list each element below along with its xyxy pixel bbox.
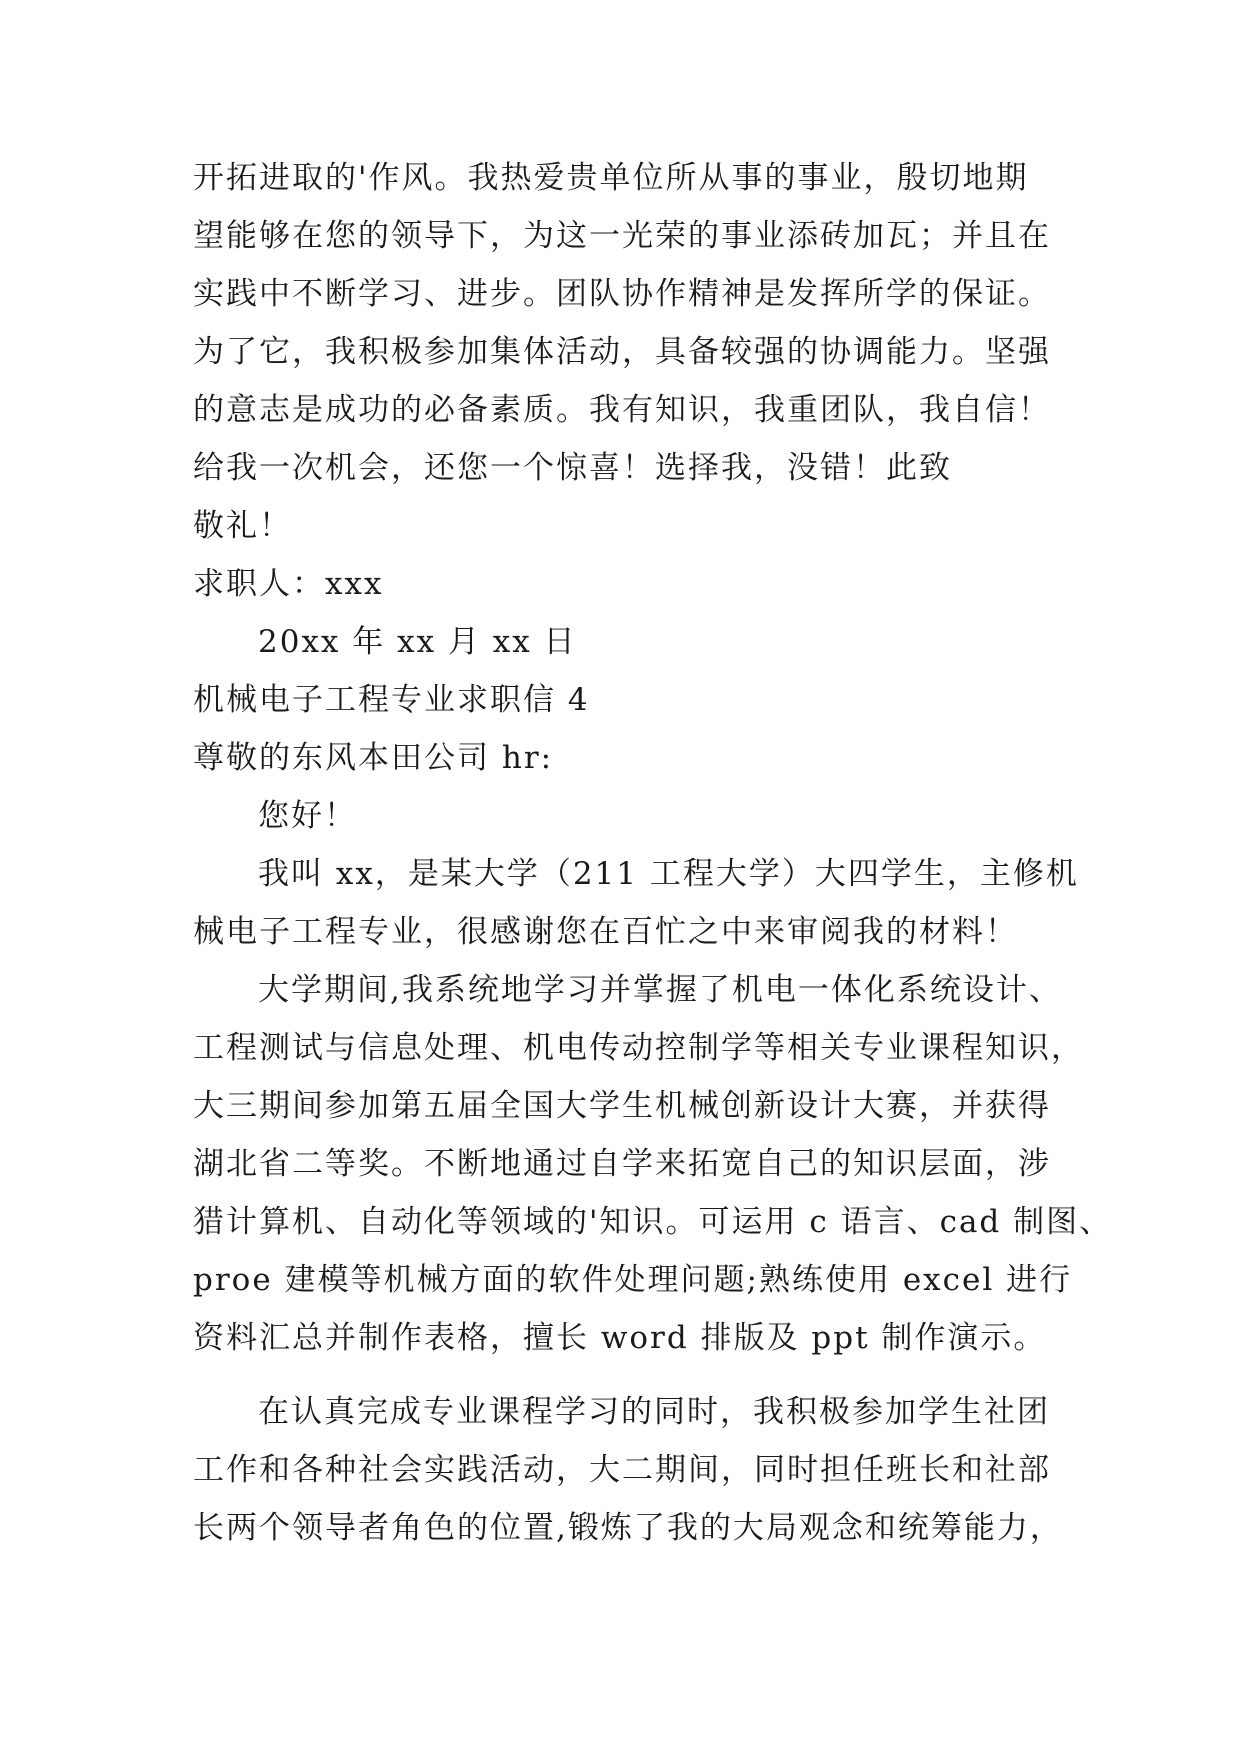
text-line: 实践中不断学习、进步。团队协作精神是发挥所学的保证。 [193,276,1051,312]
closing-salutation: 敬礼！ [193,508,292,544]
greeting-recipient: 尊敬的东风本田公司 hr: [193,740,554,776]
text-line: 长两个领导者角色的位置,锻炼了我的大局观念和统筹能力， [193,1510,1063,1546]
text-line: 湖北省二等奖。不断地通过自学来拓宽自己的知识层面，涉 [193,1146,1051,1182]
text-line: 大三期间参加第五届全国大学生机械创新设计大赛，并获得 [193,1088,1051,1124]
text-line: 工程测试与信息处理、机电传动控制学等相关专业课程知识， [193,1030,1084,1066]
text-line: 我叫 xx，是某大学（211 工程大学）大四学生，主修机 [258,856,1079,892]
text-line: 工作和各种社会实践活动，大二期间，同时担任班长和社部 [193,1452,1051,1488]
text-line: 大学期间,我系统地学习并掌握了机电一体化系统设计、 [258,972,1062,1008]
signature-date: 20xx 年 xx 月 xx 日 [258,624,577,660]
text-line: 在认真完成专业课程学习的同时，我积极参加学生社团 [258,1394,1050,1430]
text-line: 猎计算机、自动化等领域的'知识。可运用 c 语言、cad 制图、 [193,1204,1113,1240]
text-line: 为了它，我积极参加集体活动，具备较强的协调能力。坚强 [193,334,1051,370]
text-line: 械电子工程专业，很感谢您在百忙之中来审阅我的材料！ [193,914,1018,950]
letter-title: 机械电子工程专业求职信 4 [193,682,590,718]
text-line: 资料汇总并制作表格，擅长 word 排版及 ppt 制作演示。 [193,1320,1047,1356]
text-line: 给我一次机会，还您一个惊喜！选择我，没错！此致 [193,450,952,486]
text-line: 开拓进取的'作风。我热爱贵单位所从事的事业，殷切地期 [193,160,1029,196]
signature-name: 求职人：xxx [193,566,384,602]
text-line: 望能够在您的领导下，为这一光荣的事业添砖加瓦；并且在 [193,218,1051,254]
text-line: proe 建模等机械方面的软件处理问题;熟练使用 excel 进行 [193,1262,1073,1298]
greeting: 您好！ [258,798,357,834]
text-line: 的意志是成功的必备素质。我有知识，我重团队，我自信！ [193,392,1051,428]
